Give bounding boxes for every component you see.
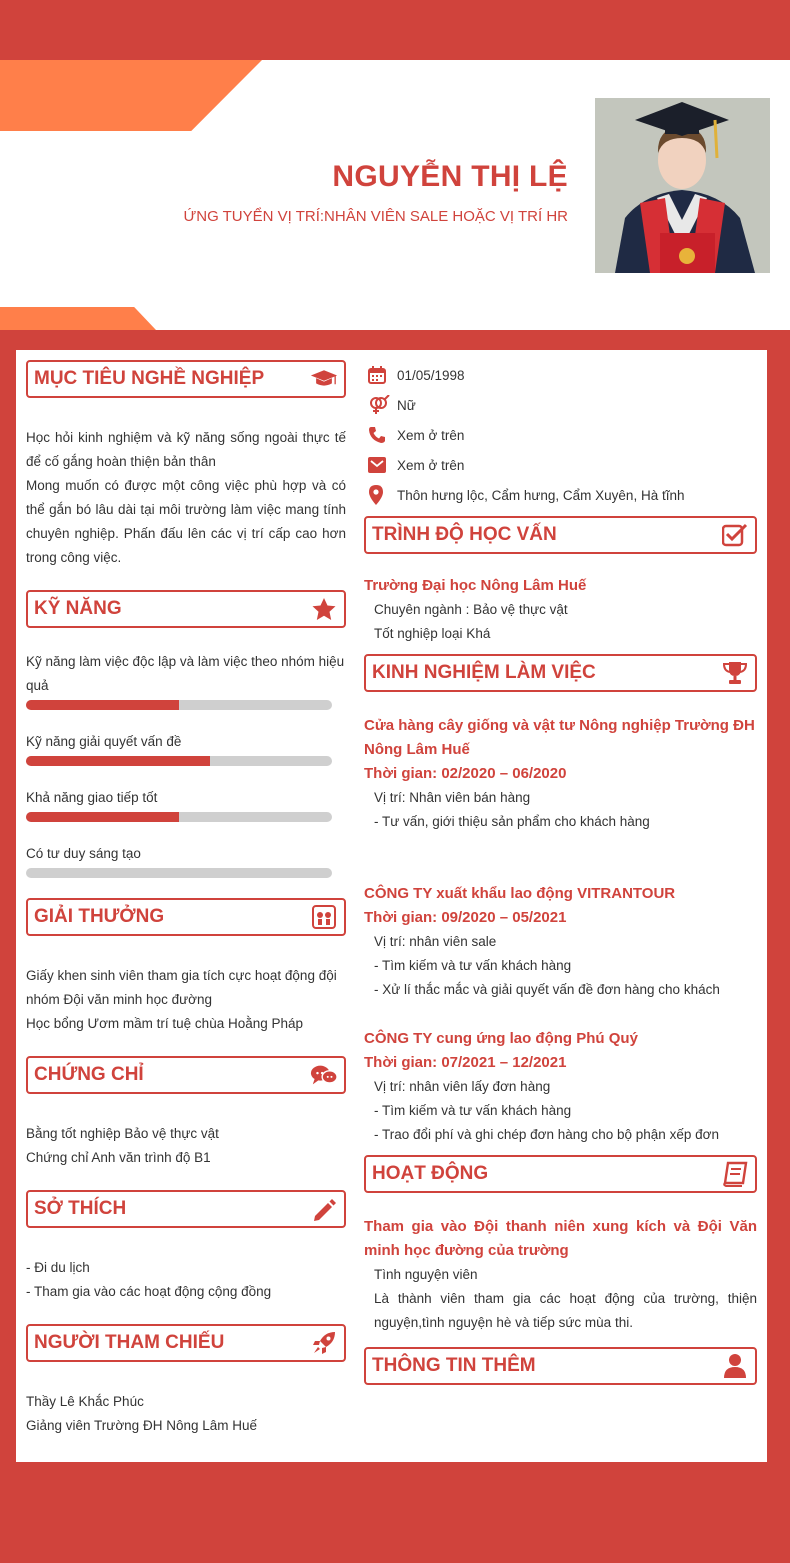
education-major: Chuyên ngành : Bảo vệ thực vật [374, 602, 568, 617]
skill-label: Kỹ năng giải quyết vấn đề [26, 734, 182, 749]
contact-email [364, 450, 757, 480]
job-company: Cửa hàng cây giống và vật tư Nông nghiệp Trường ĐH Nông Lâm Huế [364, 717, 755, 758]
education-header [364, 516, 757, 554]
reference-line: Thầy Lê Khắc Phúc [26, 1394, 144, 1409]
orange-accent-top [0, 60, 262, 131]
job-company: CÔNG TY xuất khẩu lao động VITRANTOUR [364, 885, 676, 902]
activities-header [364, 1155, 757, 1193]
objective-text [26, 426, 346, 570]
objective-line: Học hỏi kinh nghiệm và kỹ năng sống ngoài thực tế để cố gắng hoàn thiện bản thân [26, 430, 346, 469]
job-time: Thời gian: 02/2020 – 06/2020 [364, 765, 567, 782]
job-task: - Tìm kiếm và tư vấn khách hàng [374, 958, 572, 973]
certificates-header [26, 1056, 346, 1094]
star-icon [310, 596, 338, 622]
experience-header [364, 654, 757, 692]
activity-role: Tình nguyện viên [374, 1267, 478, 1282]
hobbies-title: SỞ THÍCH [34, 1198, 127, 1219]
profile-photo-illustration [595, 98, 770, 273]
skill-bar-fill [26, 812, 179, 822]
skill-bar [26, 812, 332, 822]
skill-bar [26, 868, 332, 878]
award-icon [310, 904, 338, 930]
rocket-icon [310, 1330, 338, 1356]
contact-list [364, 360, 757, 510]
user-icon [721, 1353, 749, 1379]
job-task: - Trao đổi phí và ghi chép đơn hàng cho bộ phận xếp đơn [374, 1127, 719, 1142]
objective-header [26, 360, 346, 398]
skill-bar [26, 700, 332, 710]
job-task: - Tìm kiếm và tư vấn khách hàng [374, 1103, 572, 1118]
skill-item [26, 786, 346, 822]
right-column [364, 360, 757, 1385]
job-role: Vị trí: nhân viên sale [374, 934, 497, 949]
education-body [364, 574, 757, 646]
job-task: - Xử lí thắc mắc và giải quyết vấn đề đơn hàng cho khách [374, 982, 720, 997]
contact-phone [364, 420, 757, 450]
job-company: CÔNG TY cung ứng lao động Phú Quý [364, 1030, 638, 1047]
map-pin-icon [364, 484, 392, 506]
book-icon [721, 1161, 749, 1187]
job-role: Vị trí: Nhân viên bán hàng [374, 790, 531, 805]
top-band [0, 0, 790, 60]
awards-header [26, 898, 346, 936]
candidate-name: NGUYỄN THỊ LỆ [332, 160, 568, 193]
references-text [26, 1390, 346, 1438]
resume-body [16, 350, 767, 1462]
award-line: Giấy khen sinh viên tham gia tích cực hoạt động đội nhóm Đội văn minh học đường [26, 968, 337, 1007]
skill-item [26, 842, 346, 878]
dob-value: 01/05/1998 [397, 367, 465, 383]
skill-item [26, 730, 346, 766]
education-title: TRÌNH ĐỘ HỌC VẤN [372, 524, 557, 545]
graduation-cap-icon [310, 366, 338, 392]
references-header [26, 1324, 346, 1362]
activities-title: HOẠT ĐỘNG [372, 1163, 489, 1184]
certificates-title: CHỨNG CHỈ [34, 1064, 144, 1085]
extra-header [364, 1347, 757, 1385]
orange-accent-bottom [0, 307, 156, 330]
gender-icon [364, 394, 392, 416]
objective-line: Mong muốn có được một công việc phù hợp và có thể gắn bó lâu dài tại môi trường làm việc mang tính chuyên nghiệp. Phấn đấu lên các vị trí cấp cao hơn trong công việc. [26, 478, 346, 565]
job-item [364, 1027, 757, 1147]
phone-value: Xem ở trên [397, 427, 465, 443]
email-value: Xem ở trên [397, 457, 465, 473]
check-square-icon [721, 522, 749, 548]
awards-title: GIẢI THƯỞNG [34, 906, 165, 927]
gender-value: Nữ [397, 397, 416, 413]
awards-text [26, 964, 346, 1036]
certificate-line: Chứng chỉ Anh văn trình độ B1 [26, 1150, 211, 1165]
extra-title: THÔNG TIN THÊM [372, 1355, 536, 1376]
job-task: - Tư vấn, giới thiệu sản phẩm cho khách hàng [374, 814, 650, 829]
education-grade: Tốt nghiệp loại Khá [374, 626, 491, 641]
hobby-line: - Đi du lịch [26, 1260, 90, 1275]
chat-bubbles-icon [310, 1062, 338, 1088]
job-item [364, 882, 757, 1002]
activity-desc: Là thành viên tham gia các hoạt động của trường, thiện nguyện,tình nguyện hè và tiếp sức mùa thi. [374, 1291, 757, 1330]
skill-label: Khả năng giao tiếp tốt [26, 790, 158, 805]
skills-list [26, 650, 346, 878]
contact-dob [364, 360, 757, 390]
job-time: Thời gian: 07/2021 – 12/2021 [364, 1054, 567, 1071]
skills-title: KỸ NĂNG [34, 598, 122, 619]
school-name: Trường Đại học Nông Lâm Huế [364, 577, 587, 594]
contact-address [364, 480, 757, 510]
email-icon [364, 454, 392, 476]
hobbies-header [26, 1190, 346, 1228]
certificates-text [26, 1122, 346, 1170]
job-time: Thời gian: 09/2020 – 05/2021 [364, 909, 567, 926]
award-line: Học bổng Ươm mầm trí tuệ chùa Hoằng Pháp [26, 1016, 304, 1031]
calendar-icon [364, 364, 392, 386]
skills-header [26, 590, 346, 628]
pencil-icon [310, 1196, 338, 1222]
references-title: NGƯỜI THAM CHIẾU [34, 1332, 225, 1353]
left-column [26, 360, 346, 1438]
hobbies-text [26, 1256, 346, 1304]
skill-label: Có tư duy sáng tạo [26, 846, 141, 861]
experience-title: KINH NGHIỆM LÀM VIỆC [372, 662, 596, 683]
address-value: Thôn hưng lộc, Cẩm hưng, Cẩm Xuyên, Hà tĩnh [397, 487, 685, 503]
certificate-line: Bằng tốt nghiệp Bảo vệ thực vật [26, 1126, 219, 1141]
profile-photo [595, 98, 770, 273]
skill-bar-fill [26, 756, 210, 766]
trophy-icon [721, 660, 749, 686]
skill-bar-fill [26, 700, 179, 710]
phone-icon [364, 424, 392, 446]
hobby-line: - Tham gia vào các hoạt động cộng đồng [26, 1284, 272, 1299]
objective-title: MỤC TIÊU NGHỀ NGHIỆP [34, 368, 265, 389]
job-role: Vị trí: nhân viên lấy đơn hàng [374, 1079, 551, 1094]
skill-item [26, 650, 346, 710]
reference-line: Giảng viên Trường ĐH Nông Lâm Huế [26, 1418, 257, 1433]
activity-item [364, 1215, 757, 1335]
job-item [364, 714, 757, 834]
activity-heading: Tham gia vào Đội thanh niên xung kích và Đội Văn minh học đường của trường [364, 1218, 757, 1259]
skill-bar [26, 756, 332, 766]
header [0, 60, 790, 330]
contact-gender [364, 390, 757, 420]
skill-label: Kỹ năng làm việc độc lập và làm việc theo nhóm hiệu quả [26, 654, 345, 693]
applied-position: ỨNG TUYỂN VỊ TRÍ:NHÂN VIÊN SALE HOẶC VỊ TRÍ HR [183, 208, 568, 225]
